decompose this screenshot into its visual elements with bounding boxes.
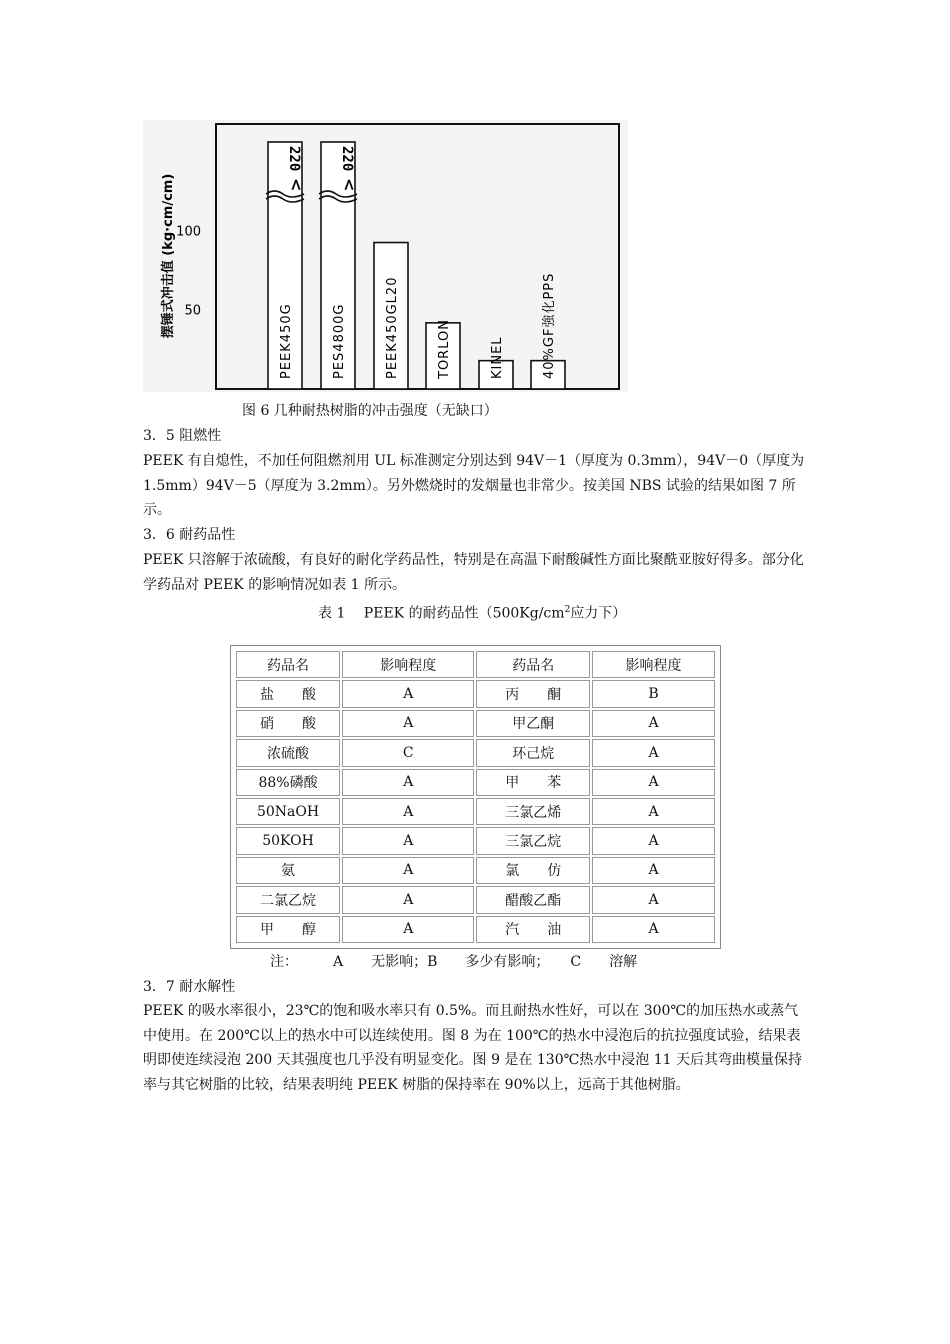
bar-category-label: 40%GF強化PPS: [542, 272, 557, 379]
table-cell: A: [342, 710, 474, 737]
table-cell: A: [592, 857, 715, 884]
paragraph-chemical-resistance: PEEK 只溶解于浓硫酸，有良好的耐化学药品性，特别是在高温下耐酸碱性方面比聚酰亚胺好得多。部分化学药品对 PEEK 的影响情况如表 1 所示。: [143, 552, 804, 593]
table-cell: 甲 苯: [476, 769, 590, 796]
chemical-resistance-table: [230, 645, 721, 949]
table-cell: A: [592, 739, 715, 766]
table-cell: 三氯乙烯: [476, 798, 590, 825]
table-row: [236, 857, 715, 884]
section-heading-chemical-resistance: 3．6 耐药品性: [143, 527, 236, 543]
section-heading-hydrolysis-resistance: 3．7 耐水解性: [143, 979, 236, 995]
bar-category-label: PEEK450G: [279, 303, 294, 379]
bar-category-label: KINEL: [490, 336, 505, 379]
bar-category-label: PES4800G: [332, 303, 347, 379]
table-row: [236, 769, 715, 796]
paragraph-hydrolysis-resistance: PEEK 的吸水率很小，23℃的饱和吸水率只有 0.5%。而且耐热水性好，可以在 300℃的加压热水或蒸气中使用。在 200℃以上的热水中可以连续使用。图 8 为在 100℃的热水中浸泡后的抗拉强度试验，结果表明即使连续浸泡 200 天其强度也几乎没有明显变化。图 9 是在 130℃热水中浸泡 11 天后其弯曲模量保持率与其它树脂的比较，结果表明纯 PEEK 树脂的保持率在 90%以上，远高于其他树脂。: [143, 1003, 802, 1093]
table-row: [236, 739, 715, 766]
table-cell: A: [592, 827, 715, 854]
table-header-cell: 药品名: [236, 651, 340, 678]
table-row: [236, 798, 715, 825]
table-cell: A: [342, 769, 474, 796]
table-cell: A: [592, 886, 715, 913]
table-cell: 浓硫酸: [236, 739, 340, 766]
table-cell: 三氯乙烷: [476, 827, 590, 854]
table-cell: 环己烷: [476, 739, 590, 766]
y-tick-label: 50: [184, 303, 201, 319]
table-cell: A: [592, 710, 715, 737]
table-cell: A: [592, 798, 715, 825]
bar-top-mark: <: [287, 178, 306, 192]
table-header-row: [236, 651, 715, 678]
table-cell: 50KOH: [236, 827, 340, 854]
bar-category-label: TORLON: [437, 319, 452, 379]
impact-strength-chart: [143, 120, 628, 392]
figure-caption: 图 6 几种耐热树脂的冲击强度（无缺口）: [242, 403, 498, 419]
table-cell: 醋酸乙酯: [476, 886, 590, 913]
table-header-cell: 药品名: [476, 651, 590, 678]
paragraph-flame-retardancy: PEEK 有自熄性，不加任何阻燃剂用 UL 标准测定分别达到 94V－1（厚度为 0.3mm），94V－0（厚度为 1.5mm）94V－5（厚度为 3.2mm）。另外燃烧时的发烟量也非常少。按美国 NBS 试验的结果如图 7 所示。: [143, 453, 805, 518]
table-cell: A: [342, 798, 474, 825]
table-note: 注： A 无影响；B 多少有影响； C 溶解: [270, 954, 638, 970]
table-cell: 50NaOH: [236, 798, 340, 825]
table-header-cell: 影响程度: [592, 651, 715, 678]
section-heading-flame-retardancy: 3．5 阻燃性: [143, 428, 222, 444]
y-tick-label: 100: [176, 224, 201, 240]
table-row: [236, 916, 715, 943]
table-cell: 88%磷酸: [236, 769, 340, 796]
table-row: [236, 827, 715, 854]
bar-top-mark: <: [340, 178, 359, 192]
table-cell: 二氯乙烷: [236, 886, 340, 913]
table-cell: 盐 酸: [236, 680, 340, 707]
table-cell: 甲乙酮: [476, 710, 590, 737]
table-cell: A: [342, 886, 474, 913]
table-cell: 氯 仿: [476, 857, 590, 884]
table-cell: C: [342, 739, 474, 766]
table-row: [236, 710, 715, 737]
table-cell: B: [592, 680, 715, 707]
table-cell: A: [592, 916, 715, 943]
table-row: [236, 886, 715, 913]
table-cell: 甲 醇: [236, 916, 340, 943]
table-cell: A: [342, 857, 474, 884]
table-row: [236, 680, 715, 707]
table-cell: A: [342, 680, 474, 707]
bar-top-label: 220: [339, 146, 355, 172]
chart-y-axis-label: 摆锤式冲击值 (kg·cm/cm): [161, 173, 176, 339]
table-cell: 丙 酮: [476, 680, 590, 707]
table-title: 表 1 PEEK 的耐药品性（$500Kg/cm^2$应力下）: [318, 605, 627, 622]
table-header-cell: 影响程度: [342, 651, 474, 678]
table-cell: 汽 油: [476, 916, 590, 943]
table-cell: A: [592, 769, 715, 796]
table-cell: 氨: [236, 857, 340, 884]
table-cell: A: [342, 827, 474, 854]
table-cell: 硝 酸: [236, 710, 340, 737]
bar-category-label: PEEK450GL20: [385, 276, 400, 379]
table-cell: A: [342, 916, 474, 943]
bar-top-label: 220: [286, 146, 302, 172]
